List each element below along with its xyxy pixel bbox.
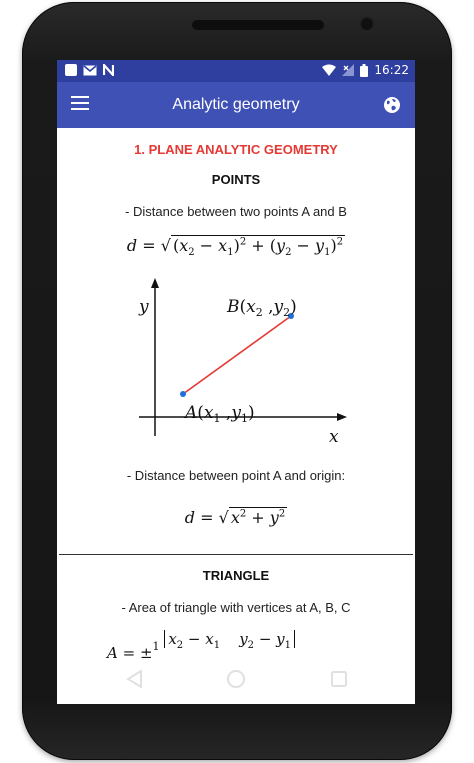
gmail-icon <box>83 65 97 76</box>
globe-icon[interactable] <box>383 96 401 114</box>
distance-two-points-text: - Distance between two points A and B <box>125 204 347 219</box>
point-a-label: $A(x_1$ $,y_1$) <box>185 403 255 425</box>
y-axis-label: y <box>139 297 149 317</box>
coordinate-graph <box>115 276 365 446</box>
app-title: Analytic geometry <box>172 96 300 113</box>
y-axis-arrow <box>151 278 159 288</box>
origin-distance-formula: d = √ $x^2 + y^2$ <box>184 508 286 527</box>
app-bar <box>57 82 415 128</box>
points-heading: POINTS <box>211 172 261 187</box>
screen <box>57 60 415 704</box>
status-bar <box>57 60 415 82</box>
x-axis-arrow <box>337 413 347 421</box>
point-b-label: $B(x_2$ $,y_2$) <box>227 297 297 319</box>
no-signal-icon <box>342 64 354 76</box>
navigation-bar <box>57 657 415 701</box>
distance-origin-text: - Distance between point A and origin: <box>126 468 346 483</box>
content-area[interactable] <box>57 128 415 704</box>
recents-square-icon[interactable] <box>327 667 351 691</box>
triangle-heading: TRIANGLE <box>202 568 270 583</box>
triangle-area-formula: A = ±$^1$ $x_2 - x_1$ $y_2 - y_1$ <box>107 630 407 651</box>
x-axis-label: x <box>329 427 339 446</box>
battery-icon <box>360 64 368 77</box>
front-camera <box>361 18 373 30</box>
back-triangle-icon[interactable] <box>123 667 147 691</box>
n-icon <box>103 64 114 76</box>
status-time: 16:22 <box>374 63 409 77</box>
segment-ab-line <box>183 316 291 394</box>
wifi-icon <box>322 64 336 76</box>
distance-formula: d = √ $(x_2 - x_1)^2 + (y_2 - y_1)^2$ <box>126 236 344 259</box>
section-divider <box>59 554 413 555</box>
square-icon <box>65 64 77 76</box>
triangle-area-text: - Area of triangle with vertices at A, B, C <box>121 600 351 615</box>
point-a <box>180 391 186 397</box>
section-title: 1. PLANE ANALYTIC GEOMETRY <box>134 142 338 157</box>
speaker-grille <box>192 20 324 30</box>
home-circle-icon[interactable] <box>224 667 248 691</box>
